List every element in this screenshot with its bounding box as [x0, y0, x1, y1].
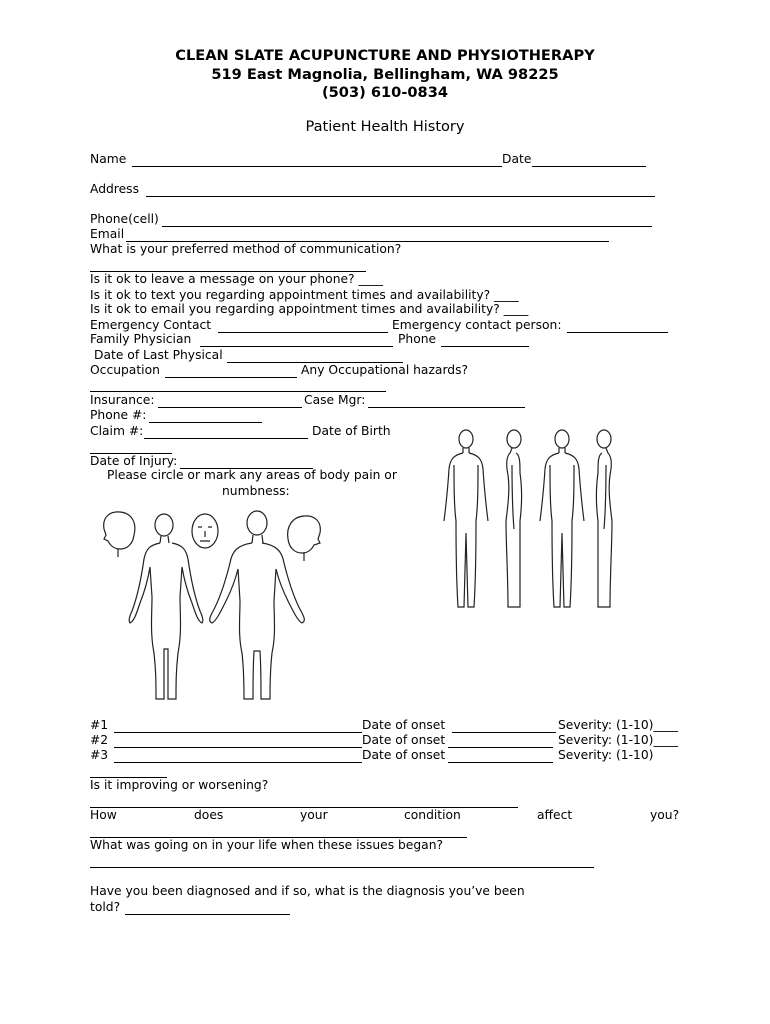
insurance-label: Insurance:	[90, 393, 155, 407]
email-label: Email	[90, 227, 125, 241]
diagnosis-field[interactable]	[125, 914, 290, 915]
affect-word-1: How	[90, 808, 117, 822]
life-events-field[interactable]	[90, 867, 594, 868]
phone-num-field[interactable]	[149, 422, 262, 423]
claim-num-label: Claim #:	[90, 424, 144, 438]
clinic-phone: (503) 610-0834	[321, 84, 449, 101]
pain-prompt-line1: Please circle or mark any areas of body pain or	[107, 468, 397, 482]
ok-email-question: Is it ok to email you regarding appointment times and availability? ____	[90, 302, 529, 316]
family-physician-label: Family Physician	[90, 332, 192, 346]
complaint-3-onset-label: Date of onset	[362, 748, 446, 762]
case-mgr-label: Case Mgr:	[304, 393, 366, 407]
address-label: Address	[90, 182, 139, 196]
complaint-2-label: #2	[90, 733, 109, 747]
ok-text-question: Is it ok to text you regarding appointment times and availability? ____	[90, 288, 519, 302]
ok-message-question: Is it ok to leave a message on your phone? ____	[90, 272, 384, 286]
date-field[interactable]	[532, 166, 646, 167]
complaint-2-field[interactable]	[114, 747, 362, 748]
improving-question: Is it improving or worsening?	[90, 778, 269, 792]
complaint-2-onset-label: Date of onset	[362, 733, 446, 747]
complaint-3-label: #3	[90, 748, 109, 762]
clinic-name: CLEAN SLATE ACUPUNCTURE AND PHYSIOTHERAPY	[175, 47, 595, 64]
emergency-person-field[interactable]	[567, 332, 668, 333]
physician-phone-label: Phone	[398, 332, 437, 346]
physician-phone-field[interactable]	[441, 346, 529, 347]
body-chart-right-figure[interactable]	[436, 425, 628, 615]
last-physical-label: Date of Last Physical	[94, 348, 223, 362]
emergency-person-label: Emergency contact person:	[392, 318, 562, 332]
occupation-label: Occupation	[90, 363, 160, 377]
dob-label: Date of Birth	[312, 424, 391, 438]
address-field[interactable]	[146, 196, 655, 197]
complaint-1-label: #1	[90, 718, 109, 732]
complaint-3-field[interactable]	[114, 762, 362, 763]
case-mgr-field[interactable]	[368, 407, 525, 408]
occupation-field[interactable]	[165, 377, 297, 378]
injury-date-label: Date of Injury:	[90, 454, 178, 468]
complaint-1-field[interactable]	[114, 732, 362, 733]
form-title: Patient Health History	[305, 119, 465, 135]
phone-cell-field[interactable]	[162, 226, 652, 227]
complaint-2-severity: Severity: (1-10)____	[558, 733, 679, 747]
pain-prompt-line2: numbness:	[222, 484, 290, 498]
complaint-1-severity: Severity: (1-10)____	[558, 718, 679, 732]
preferred-method-label: What is your preferred method of communication?	[90, 242, 402, 256]
affect-word-3: your	[300, 808, 328, 822]
name-field[interactable]	[132, 166, 502, 167]
claim-num-field[interactable]	[144, 438, 308, 439]
insurance-field[interactable]	[158, 407, 302, 408]
name-label: Name	[90, 152, 127, 166]
phone-num-label: Phone #:	[90, 408, 147, 422]
diagnosed-question: Have you been diagnosed and if so, what is the diagnosis you’ve been	[90, 884, 525, 898]
phone-cell-label: Phone(cell)	[90, 212, 159, 226]
affect-word-2: does	[194, 808, 224, 822]
affect-word-5: affect	[537, 808, 573, 822]
clinic-address: 519 East Magnolia, Bellingham, WA 98225	[211, 66, 559, 83]
affect-word-4: condition	[404, 808, 461, 822]
complaint-1-onset-label: Date of onset	[362, 718, 446, 732]
occ-hazards-label: Any Occupational hazards?	[301, 363, 469, 377]
occ-hazards-field[interactable]	[90, 391, 386, 392]
told-label: told?	[90, 900, 121, 914]
complaint-3-onset-field[interactable]	[448, 762, 553, 763]
family-physician-field[interactable]	[200, 346, 393, 347]
emergency-contact-field[interactable]	[218, 332, 388, 333]
date-label: Date	[502, 152, 532, 166]
body-chart-left-figure[interactable]	[92, 503, 332, 708]
life-events-question: What was going on in your life when these issues began?	[90, 838, 444, 852]
emergency-contact-label: Emergency Contact	[90, 318, 212, 332]
complaint-2-onset-field[interactable]	[448, 747, 553, 748]
complaint-1-onset-field[interactable]	[452, 732, 556, 733]
affect-word-6: you?	[650, 808, 680, 822]
complaint-3-severity: Severity: (1-10)	[558, 748, 654, 762]
